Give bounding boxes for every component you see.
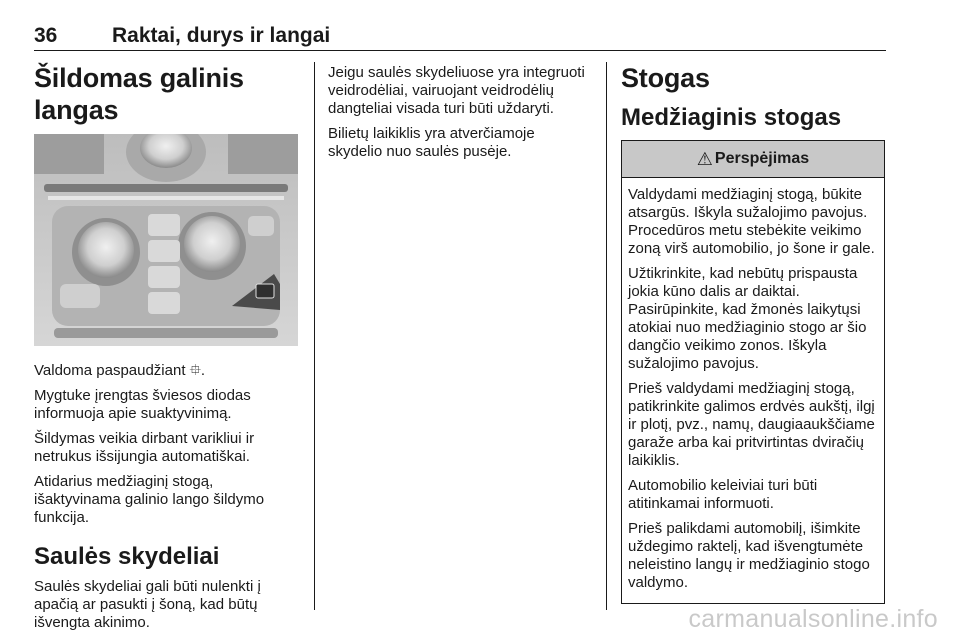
section-heading-roof: Stogas (621, 63, 710, 93)
chapter-title: Raktai, durys ir langai (112, 24, 331, 47)
warning-paragraph: Automobilio keleiviai turi būti atitinkamai informuoti. (628, 477, 818, 512)
left-column (34, 62, 298, 639)
warning-title: Perspėjimas (714, 150, 810, 167)
warning-paragraph: Užtikrinkite, kad nebūtų prispausta jokia kūno dalis ar daiktai. Pasirūpinkite, kad žmonės laikytųsi atokiai nuo medžiaginio stogo ar šio dangčio veikimo zonos. Iškyla sužalojimo pavojus. (628, 265, 867, 372)
paragraph-vanity-mirrors: Jeigu saulės skydeliuose yra integruoti veidrodėliai, vairuojant veidrodėlių dangteliai visada turi būti uždaryti. (328, 64, 585, 117)
warning-paragraph: Prieš valdydami medžiaginį stogą, patikrinkite galimos erdvės aukštį, ilgį ir plotį, pvz., namų, daugiaaukščiame garaže arba kai pritvirtintas dviračių laikiklis. (628, 380, 875, 469)
middle-column (328, 64, 592, 168)
page-header (34, 24, 886, 51)
paragraph-operation: Valdoma paspaudžiant ⯐. (34, 362, 206, 379)
warning-paragraph: Valdydami medžiaginį stogą, būkite atsargūs. Iškyla sužalojimo pavojus. Procedūros metu stebėkite veikimo zoną virš automobilio, jo šone ir gale. (628, 186, 875, 257)
column-divider-2 (606, 62, 607, 610)
section-heading-soft-top: Medžiaginis stogas (621, 104, 842, 131)
climate-control-panel-photo (34, 134, 298, 346)
warning-header (622, 141, 884, 178)
watermark: carmanualsonline.info (688, 605, 938, 633)
warning-body (622, 178, 884, 603)
right-column (621, 62, 885, 604)
warning-box (621, 140, 885, 604)
section-heading-sun-visors: Saulės skydeliai (34, 543, 220, 570)
warning-paragraph: Prieš palikdami automobilį, išimkite uždegimo raktelį, kad išvengtumėte neleistino langų ir medžiaginio stogo valdymo. (628, 520, 870, 591)
paragraph-sun-visors: Saulės skydeliai gali būti nulenkti į apačią ar pasukti į šoną, kad būtų išvengta akinimo. (34, 578, 261, 631)
column-divider-1 (314, 62, 315, 610)
paragraph-ticket-holder: Bilietų laikiklis yra atverčiamoje skydelio nuo saulės pusėje. (328, 125, 535, 160)
section-heading-heated-rear-window: Šildomas galinis langas (34, 63, 244, 125)
page-number: 36 (34, 24, 58, 47)
paragraph-auto-off: Šildymas veikia dirbant varikliui ir netrukus išsijungia automatiškai. (34, 430, 255, 465)
paragraph-led: Mygtuke įrengtas šviesos diodas informuoja apie suaktyvinimą. (34, 387, 251, 422)
paragraph-roof-deactivation: Atidarius medžiaginį stogą, išaktyvinama galinio lango šildymo funkcija. (34, 473, 265, 526)
warning-triangle-icon: ⚠ (696, 148, 713, 169)
